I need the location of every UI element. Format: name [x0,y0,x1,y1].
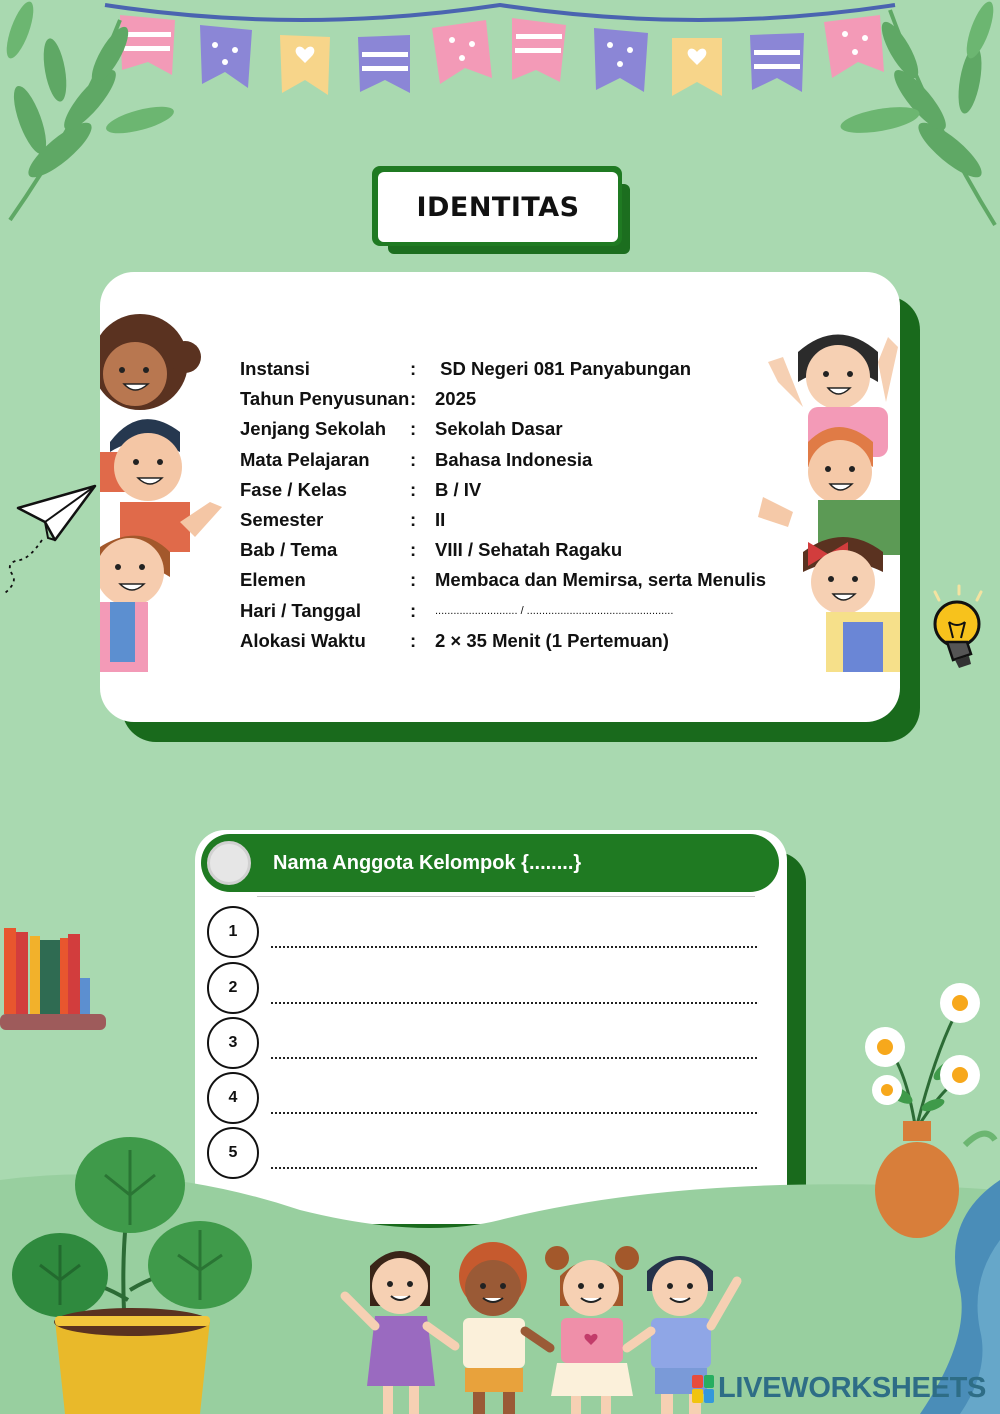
member-number: 5 [207,1127,259,1179]
leaf-icon [0,0,200,230]
flower-vase-icon [855,975,1000,1245]
page-title: IDENTITAS [378,172,618,242]
member-name-field[interactable] [271,1102,757,1114]
paper-plane-icon [0,478,100,598]
identity-label: Hari / Tanggal [240,599,361,621]
liveworksheets-icon [692,1375,714,1403]
identity-colon: : [410,509,417,531]
identity-colon: : [410,569,417,591]
identity-value: 2025 [435,388,477,410]
identity-value: Sekolah Dasar [435,418,563,440]
member-number: 1 [207,906,259,958]
identity-value: Membaca dan Memirsa, serta Menulis [435,569,767,591]
identity-colon: : [410,629,417,651]
list-item [207,962,767,1014]
identity-value: II [435,509,446,531]
kids-icon [100,302,230,672]
identity-colon: : [410,448,417,470]
identity-label: Mata Pelajaran [240,448,370,470]
group-header [201,834,779,892]
member-number: 2 [207,962,259,1014]
identity-colon: : [410,388,417,410]
list-item [207,1072,767,1124]
circle-icon [207,841,251,885]
identity-value: SD Negeri 081 Panyabungan [435,358,692,380]
identity-colon: : [410,478,417,500]
member-name-field[interactable] [271,992,757,1004]
identity-label: Tahun Penyusunan [240,388,410,410]
member-number: 4 [207,1072,259,1124]
identity-label: Alokasi Waktu [240,629,366,651]
identity-row [240,414,835,444]
books-icon [0,920,110,1035]
group-header-title: Nama Anggota Kelompok {........} [273,851,582,874]
identity-label: Bab / Tema [240,539,338,561]
identity-label: Elemen [240,569,306,591]
identity-row [240,596,835,626]
light-bulb-icon [915,582,995,677]
member-name-field[interactable] [271,936,757,948]
identity-label: Semester [240,509,324,531]
brand-text: LIVEWORKSHEETS [718,1372,987,1404]
identity-value: Bahasa Indonesia [435,448,593,470]
identity-value: VIII / Sehatah Ragaku [435,539,623,561]
identity-label: Instansi [240,358,310,380]
identity-label: Jenjang Sekolah [240,418,386,440]
identity-value: B / IV [435,478,482,500]
identity-colon: : [410,358,417,380]
leaf-icon [820,0,1000,230]
list-item [207,906,767,958]
identity-row [240,565,835,595]
identity-row [240,445,835,475]
identity-row [240,626,835,656]
identity-row [240,505,835,535]
identity-value: 2 × 35 Menit (1 Pertemuan) [435,629,669,651]
brand-logo [692,1372,986,1405]
divider [257,896,755,897]
identity-label: Fase / Kelas [240,478,347,500]
identity-value: ........................... / ................................................ [435,604,674,617]
identity-row [240,535,835,565]
identity-colon: : [410,539,417,561]
member-name-field[interactable] [271,1047,757,1059]
plant-icon [10,1130,260,1414]
identity-card [100,272,900,722]
identity-table [240,354,835,656]
list-item [207,1017,767,1069]
identity-colon: : [410,418,417,440]
identity-row [240,354,835,384]
kids-icon [758,322,900,672]
identity-colon: : [410,599,417,621]
identity-row [240,475,835,505]
identity-row [240,384,835,414]
member-number: 3 [207,1017,259,1069]
